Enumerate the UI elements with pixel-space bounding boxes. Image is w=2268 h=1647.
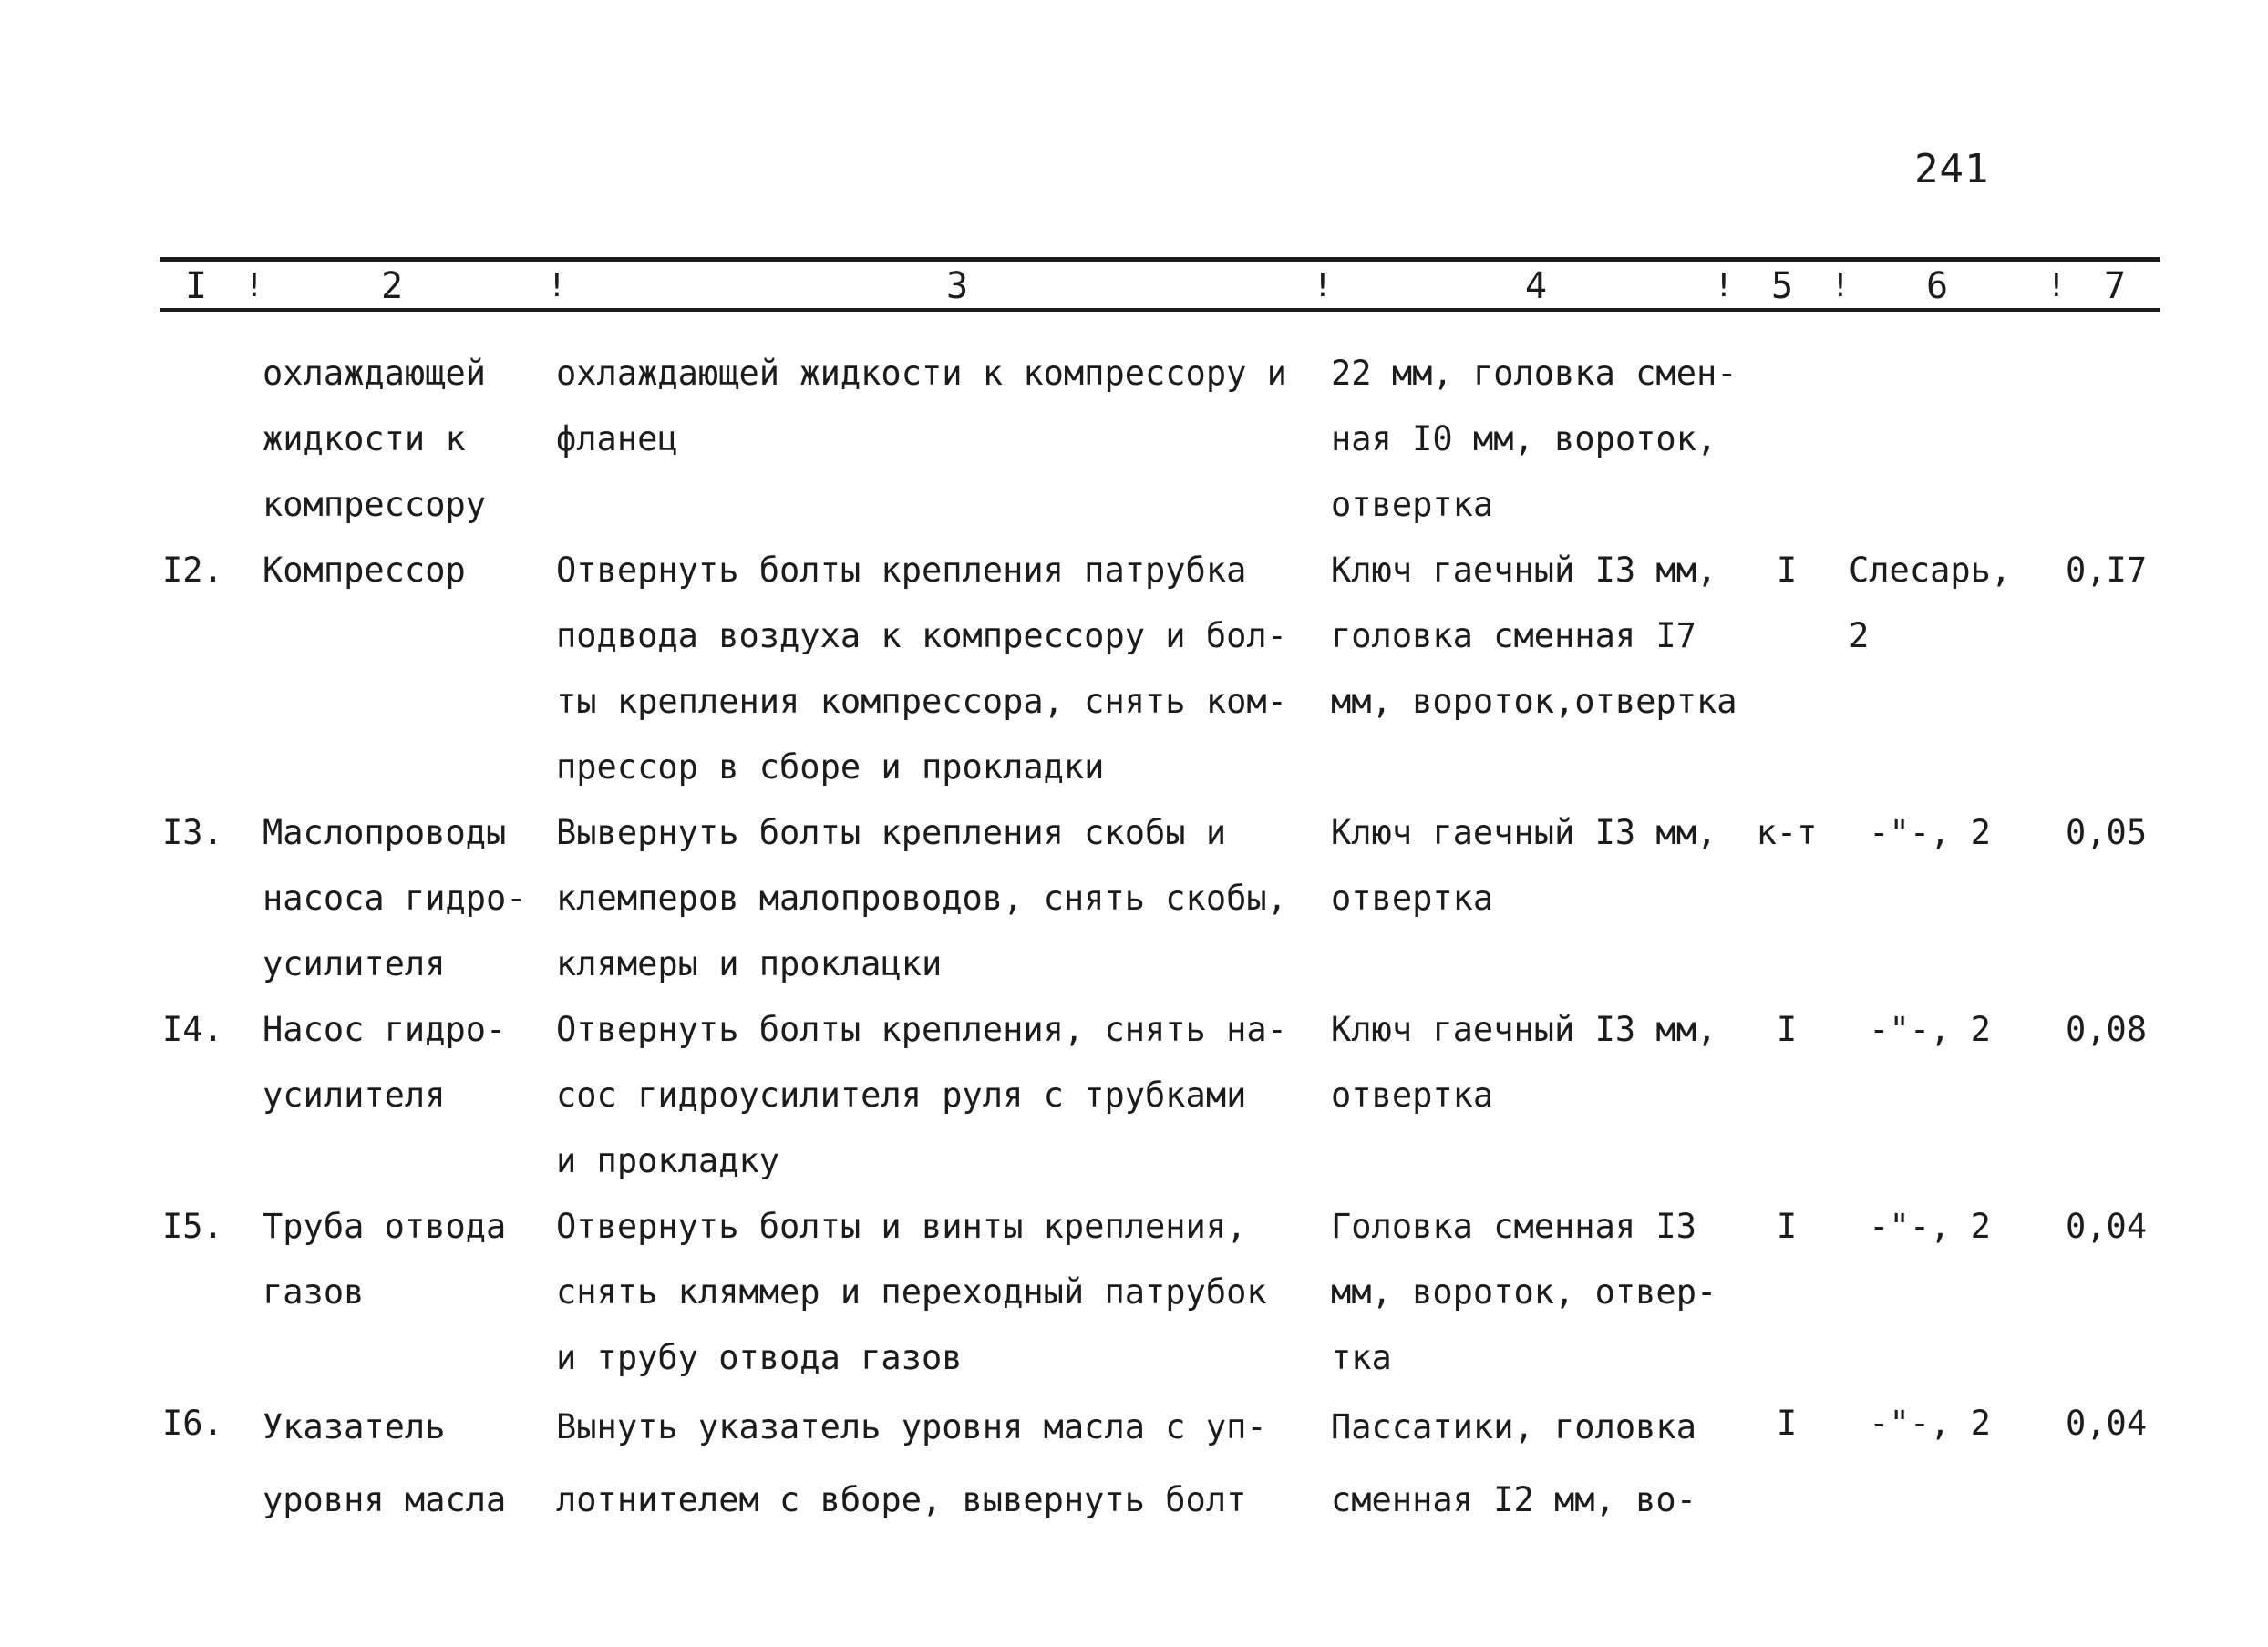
row-number: I6. <box>162 1404 223 1443</box>
row-quantity: I <box>1776 1207 1798 1246</box>
header-separator: ! <box>244 267 264 304</box>
header-col-5: 5 <box>1770 265 1794 307</box>
row-number: I3. <box>162 813 223 852</box>
header-col-6: 6 <box>1925 265 1949 307</box>
row-number: I2. <box>162 551 223 590</box>
row-unit: Компрессор <box>263 551 466 590</box>
row-time: 0,04 <box>2066 1207 2148 1246</box>
header-col-1: I <box>184 265 208 307</box>
page-number: 241 <box>1914 146 1990 192</box>
row-tools: Ключ гаечный I3 мм, головка сменная I7 мм, вороток,отвертка <box>1331 551 1737 721</box>
row-operation: охлаждающей жидкости к компрессору и фланец <box>556 354 1287 458</box>
row-operation: Отвернуть болты и винты крепления, снять кляммер и переходный патрубок и трубу отвода газов <box>556 1207 1267 1377</box>
row-tools: Головка сменная I3 мм, вороток, отвер- тка <box>1331 1207 1717 1377</box>
row-worker: Слесарь, 2 <box>1849 551 2012 655</box>
row-quantity: I <box>1776 1010 1798 1049</box>
row-unit: охлаждающей жидкости к компрессору <box>263 354 487 524</box>
row-worker: -"-, 2 <box>1849 813 1991 852</box>
row-number: I5. <box>162 1207 223 1246</box>
row-time: 0,I7 <box>2066 551 2148 590</box>
row-unit: Указатель уровня масла <box>263 1407 507 1519</box>
row-tools: Пассатики, головка сменная I2 мм, во- <box>1331 1407 1696 1519</box>
row-time: 0,04 <box>2066 1404 2148 1443</box>
row-quantity: I <box>1776 1404 1798 1443</box>
header-separator: ! <box>547 267 567 304</box>
row-unit: Труба отвода газов <box>263 1207 507 1312</box>
row-operation: Вынуть указатель уровня масла с уп- лотнителем с вборе, вывернуть болт <box>556 1407 1267 1519</box>
header-separator: ! <box>1830 267 1850 304</box>
header-separator: ! <box>2046 267 2067 304</box>
header-separator: ! <box>1714 267 1734 304</box>
header-col-2: 2 <box>380 265 404 307</box>
row-unit: Маслопроводы насоса гидро- усилителя <box>263 813 527 983</box>
row-quantity: I <box>1776 551 1798 590</box>
header-col-3: 3 <box>945 265 969 307</box>
header-separator: ! <box>1313 267 1333 304</box>
row-operation: Отвернуть болты крепления патрубка подвода воздуха к компрессору и бол- ты крепления компрессора, снять ком- прессор в сборе и прокладки <box>556 551 1287 787</box>
row-number: I4. <box>162 1010 223 1049</box>
row-quantity: к-т <box>1756 813 1818 852</box>
row-worker: -"-, 2 <box>1849 1404 1991 1443</box>
row-tools: Ключ гаечный I3 мм, отвертка <box>1331 813 1717 918</box>
table-header-top-rule <box>160 257 2160 262</box>
header-col-7: 7 <box>2103 265 2127 307</box>
row-time: 0,05 <box>2066 813 2148 852</box>
header-col-4: 4 <box>1524 265 1548 307</box>
table-header-bottom-rule <box>160 308 2160 312</box>
row-time: 0,08 <box>2066 1010 2148 1049</box>
row-tools: 22 мм, головка смен- ная I0 мм, вороток, отвертка <box>1331 354 1737 524</box>
row-worker: -"-, 2 <box>1849 1010 1991 1049</box>
row-unit: Насос гидро- усилителя <box>263 1010 507 1115</box>
row-operation: Отвернуть болты крепления, снять на- сос гидроусилителя руля с трубками и прокладку <box>556 1010 1287 1180</box>
row-operation: Вывернуть болты крепления скобы и клемперов малопроводов, снять скобы, клямеры и проклацки <box>556 813 1287 983</box>
row-tools: Ключ гаечный I3 мм, отвертка <box>1331 1010 1717 1115</box>
row-worker: -"-, 2 <box>1849 1207 1991 1246</box>
